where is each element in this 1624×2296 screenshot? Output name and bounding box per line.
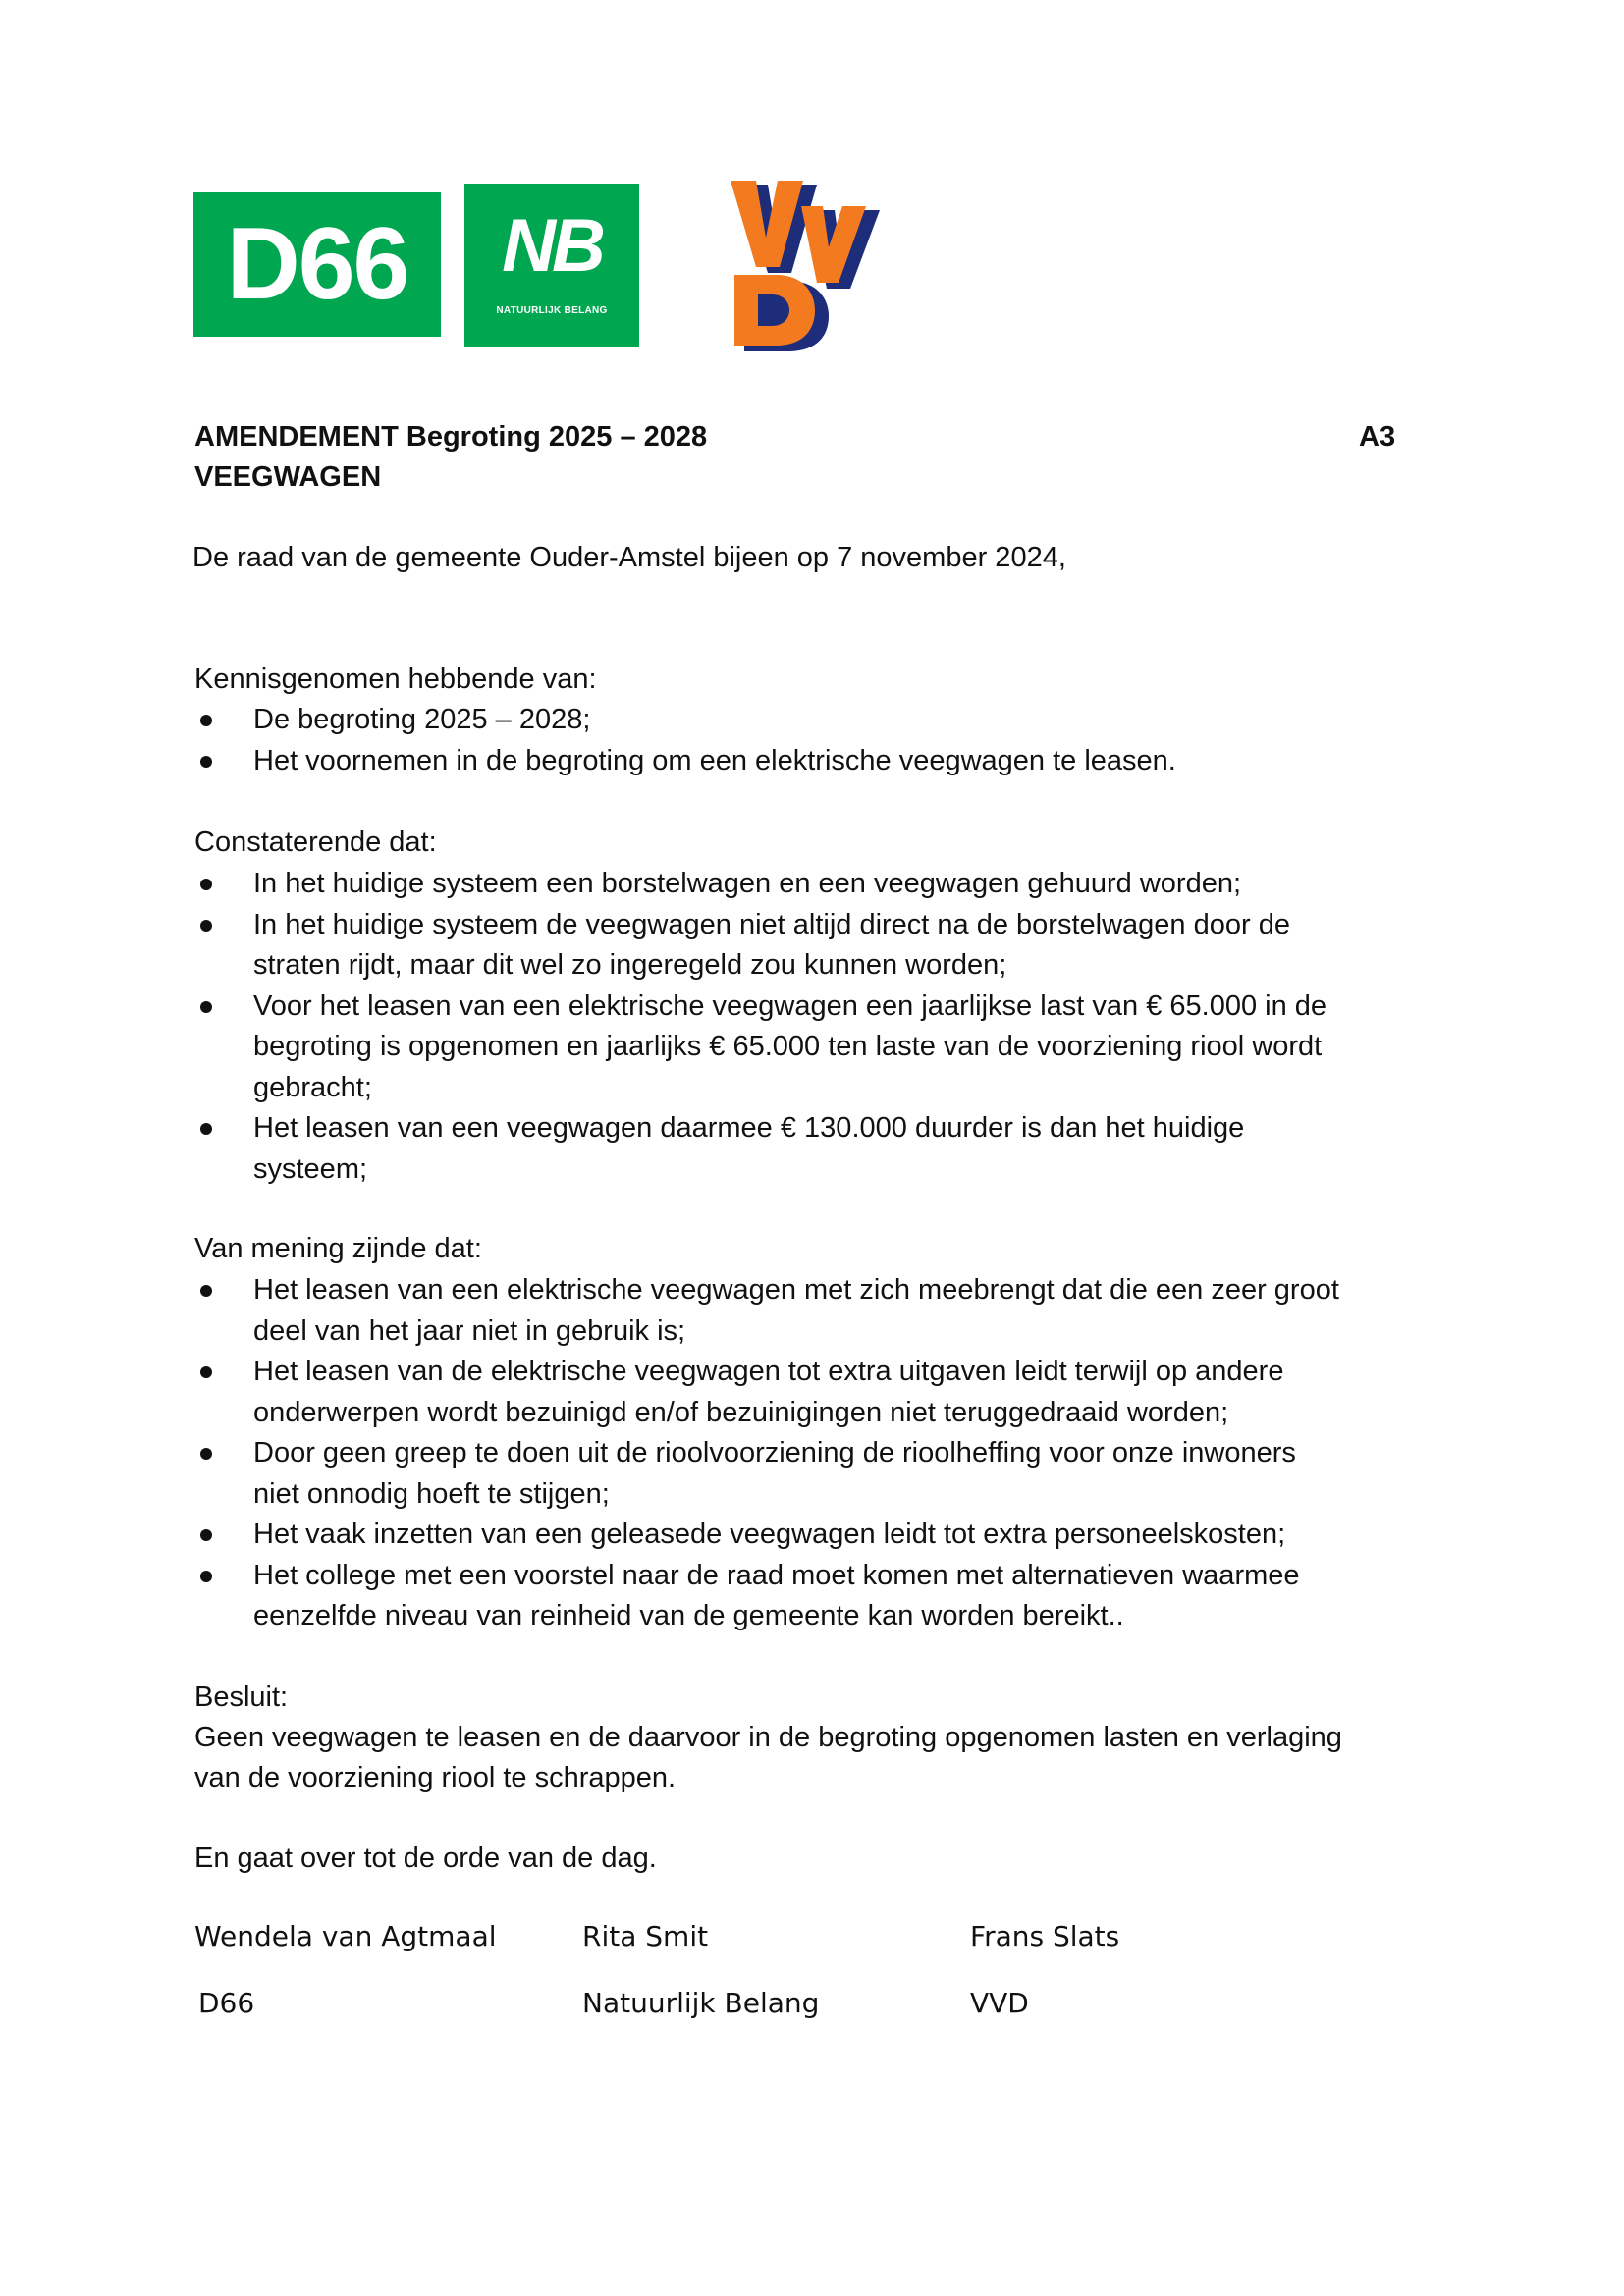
signatory-party: D66	[198, 1987, 255, 2019]
list-item: Het voornemen in de begroting om een elektrische veegwagen te leasen.	[253, 741, 1176, 782]
signatory-name: Frans Slats	[970, 1920, 1120, 1952]
section-heading-van-mening: Van mening zijnde dat:	[194, 1233, 482, 1264]
document-title: AMENDEMENT Begroting 2025 – 2028	[194, 421, 708, 453]
section-heading-kennisgenomen: Kennisgenomen hebbende van:	[194, 664, 597, 695]
list-item: Door geen greep te doen uit de rioolvoorziening de rioolheffing voor onze inwoners niet onnodig hoeft te stijgen;	[253, 1433, 1339, 1515]
d66-logo: D66	[193, 192, 441, 337]
bullet-icon	[200, 1001, 212, 1013]
section-heading-constaterende: Constaterende dat:	[194, 827, 437, 858]
vvd-logo-icon	[727, 179, 884, 351]
list-item: In het huidige systeem een borstelwagen en een veegwagen gehuurd worden;	[253, 864, 1326, 905]
nb-logo-subtitle: NATUURLIJK BELANG	[496, 305, 608, 316]
document-subtitle: VEEGWAGEN	[194, 461, 382, 493]
besluit-line: van de voorziening riool te schrappen.	[194, 1762, 677, 1793]
section-heading-besluit: Besluit:	[194, 1682, 289, 1713]
constaterende-list	[253, 864, 1326, 1190]
list-item: Het college met een voorstel naar de raad moet komen met alternatieven waarmee eenzelfde niveau van reinheid van de gemeente kan worden bereikt..	[253, 1556, 1339, 1637]
bullet-icon	[200, 1366, 212, 1378]
van-mening-list	[253, 1270, 1339, 1637]
signatory-name: Wendela van Agtmaal	[194, 1920, 497, 1952]
natuurlijk-belang-logo	[464, 184, 639, 347]
list-item: Het vaak inzetten van een geleasede veegwagen leidt tot extra personeelskosten;	[253, 1515, 1339, 1556]
bullet-icon	[200, 1571, 212, 1582]
nb-logo-letters: NB	[502, 204, 602, 288]
list-item: Het leasen van de elektrische veegwagen tot extra uitgaven leidt terwijl op andere onderwerpen wordt bezuinigd en/of bezuinigingen niet teruggedraaid worden;	[253, 1352, 1339, 1433]
besluit-line: Geen veegwagen te leasen en de daarvoor in de begroting opgenomen lasten en verlaging	[194, 1722, 1342, 1753]
signatory-name: Rita Smit	[582, 1920, 709, 1952]
bullet-icon	[200, 1529, 212, 1541]
kennisgenomen-list	[253, 700, 1176, 781]
intro-line: De raad van de gemeente Ouder-Amstel bijeen op 7 november 2024,	[192, 542, 1066, 573]
list-item: Voor het leasen van een elektrische veegwagen een jaarlijkse last van € 65.000 in de begroting is opgenomen en jaarlijks € 65.000 ten laste van de voorziening riool wordt gebracht;	[253, 987, 1326, 1109]
bullet-icon	[200, 1285, 212, 1297]
bullet-icon	[200, 715, 212, 726]
bullet-icon	[200, 756, 212, 768]
list-item: De begroting 2025 – 2028;	[253, 700, 1176, 741]
signatory-party: VVD	[970, 1987, 1029, 2019]
signatory-party: Natuurlijk Belang	[582, 1987, 820, 2019]
list-item: Het leasen van een elektrische veegwagen met zich meebrengt dat die een zeer groot deel van het jaar niet in gebruik is;	[253, 1270, 1339, 1352]
amendment-code: A3	[1359, 421, 1396, 453]
bullet-icon	[200, 920, 212, 932]
list-item: Het leasen van een veegwagen daarmee € 130.000 duurder is dan het huidige systeem;	[253, 1108, 1326, 1190]
list-item: In het huidige systeem de veegwagen niet altijd direct na de borstelwagen door de straten rijdt, maar dit wel zo ingeregeld zou kunnen worden;	[253, 905, 1326, 987]
bullet-icon	[200, 1123, 212, 1135]
bullet-icon	[200, 879, 212, 890]
bullet-icon	[200, 1448, 212, 1460]
closing-line: En gaat over tot de orde van de dag.	[194, 1842, 657, 1874]
